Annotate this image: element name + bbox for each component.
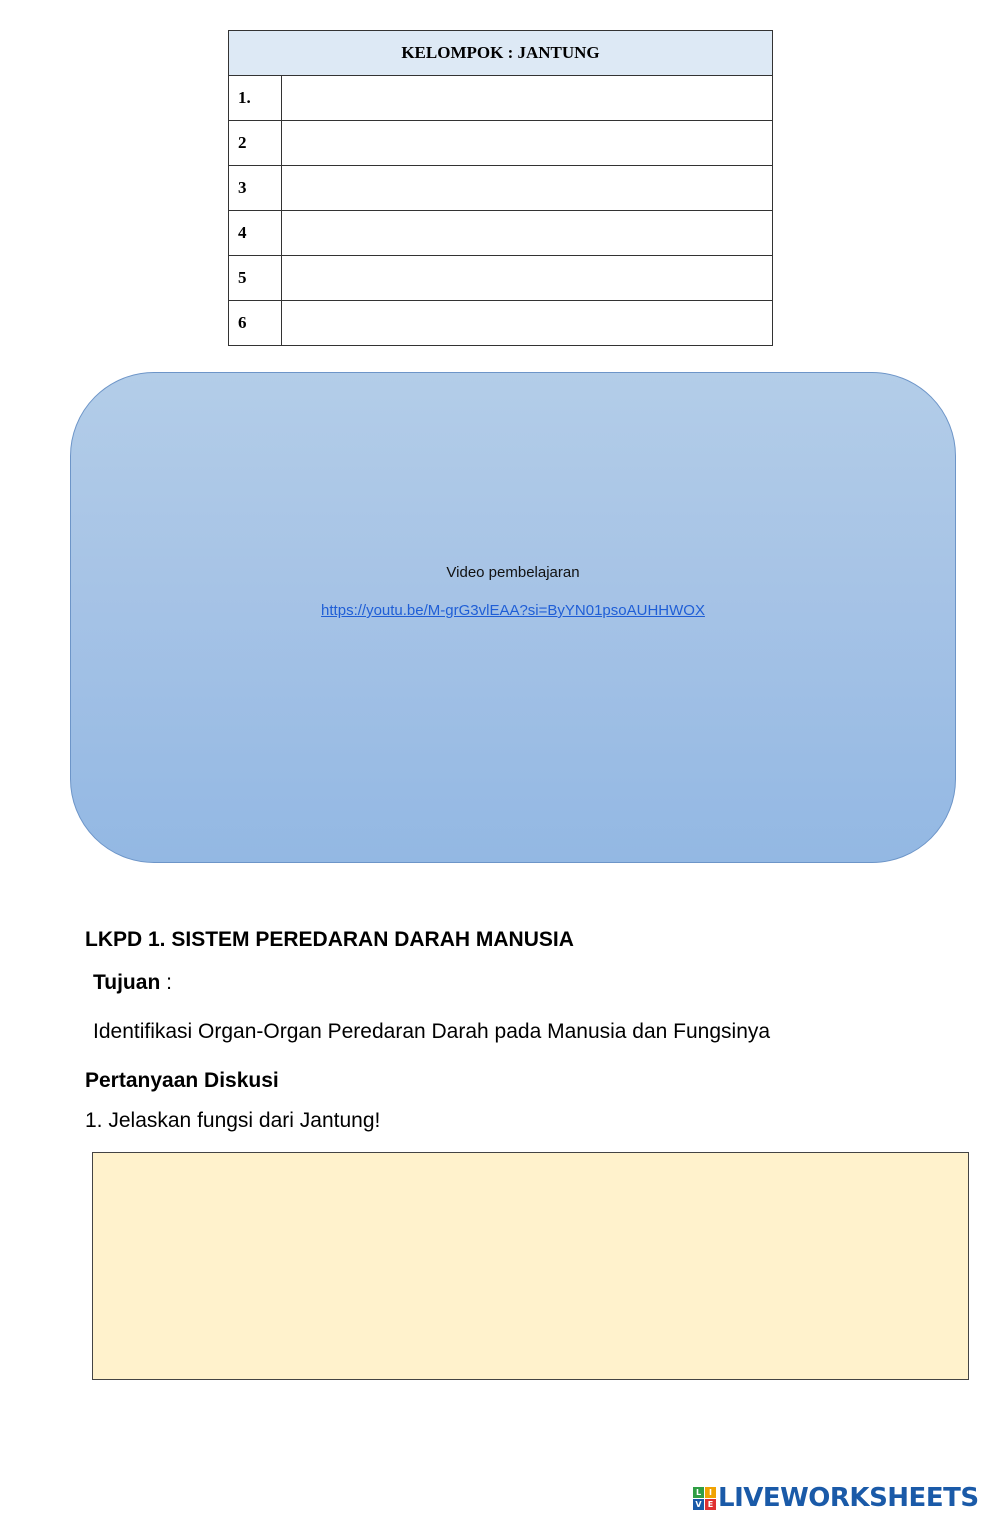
video-panel: [70, 372, 956, 863]
table-row: [229, 121, 773, 166]
table-row: [229, 76, 773, 121]
member-name-cell[interactable]: [282, 166, 773, 211]
member-name-cell[interactable]: [282, 256, 773, 301]
member-name-cell[interactable]: [282, 211, 773, 256]
discussion-heading: Pertanyaan Diskusi: [85, 1069, 279, 1092]
logo-mark-icon: [693, 1487, 716, 1510]
table-row: [229, 166, 773, 211]
member-number: 4: [229, 211, 282, 256]
member-number: 6: [229, 301, 282, 346]
group-members-table: [228, 30, 773, 346]
objective-colon: :: [160, 971, 172, 994]
member-number: 3: [229, 166, 282, 211]
logo-mark-letter: V: [693, 1499, 704, 1510]
logo-mark-letter: E: [705, 1499, 716, 1510]
member-number: 5: [229, 256, 282, 301]
objective-label: [93, 971, 172, 995]
table-row: [229, 211, 773, 256]
table-row: [229, 256, 773, 301]
question-1: 1. Jelaskan fungsi dari Jantung!: [85, 1109, 381, 1132]
table-row: [229, 301, 773, 346]
video-link[interactable]: https://youtu.be/M-grG3vlEAA?si=ByYN01psoAUHHWOX: [321, 602, 705, 619]
objective-label-text: Tujuan: [93, 971, 161, 994]
member-number: 2: [229, 121, 282, 166]
logo-mark-letter: I: [705, 1487, 716, 1498]
member-number: 1.: [229, 76, 282, 121]
worksheet-title: LKPD 1. SISTEM PEREDARAN DARAH MANUSIA: [85, 928, 574, 951]
member-name-cell[interactable]: [282, 121, 773, 166]
group-table-header: KELOMPOK : JANTUNG: [229, 31, 773, 76]
logo-mark-letter: L: [693, 1487, 704, 1498]
member-name-cell[interactable]: [282, 301, 773, 346]
logo-text: LIVEWORKSHEETS: [718, 1483, 979, 1513]
member-name-cell[interactable]: [282, 76, 773, 121]
answer-1-field[interactable]: [92, 1152, 969, 1380]
video-label: Video pembelajaran: [446, 564, 580, 581]
objective-text: Identifikasi Organ-Organ Peredaran Darah pada Manusia dan Fungsinya: [93, 1020, 771, 1043]
liveworksheets-logo: [693, 1483, 979, 1513]
